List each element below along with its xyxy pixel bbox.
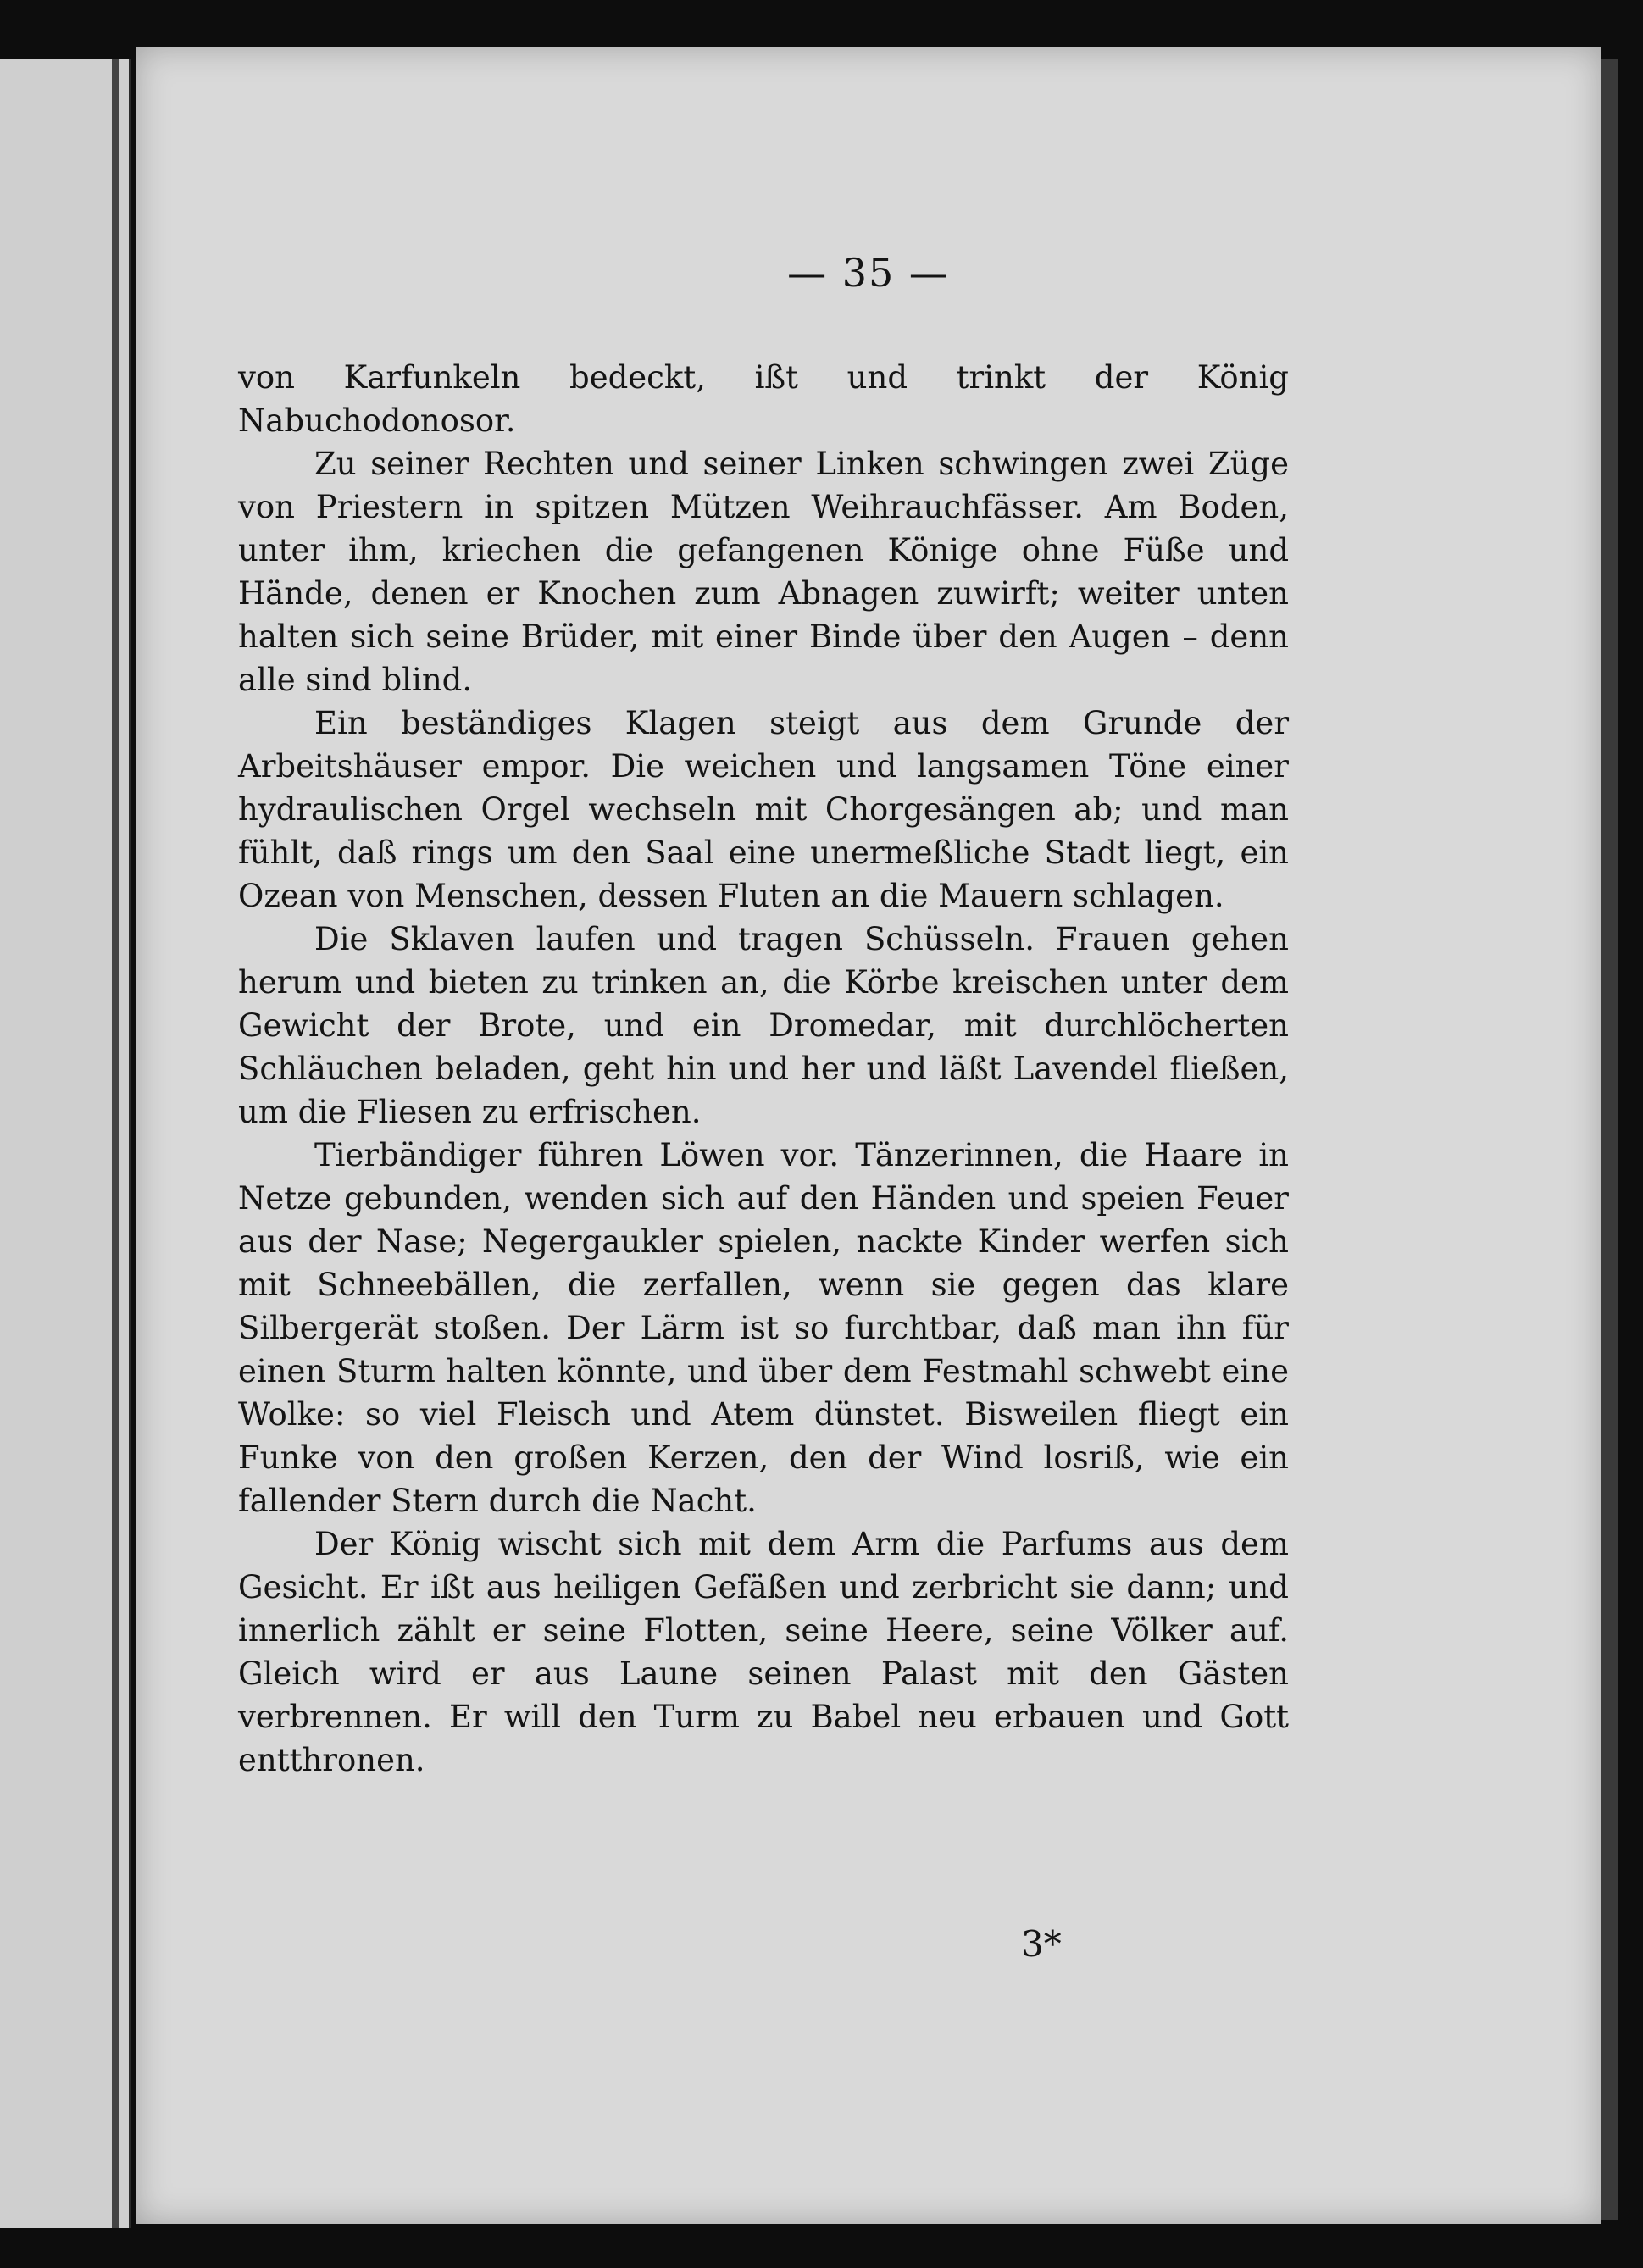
paragraph-1: von Karfunkeln bedeckt, ißt und trinkt der König Nabuchodonosor.: [238, 359, 1289, 439]
page-number: — 35 —: [787, 250, 950, 296]
left-page-edge: [0, 59, 131, 2228]
paragraph-3: Ein beständiges Klagen steigt aus dem Grunde der Arbeitshäuser empor. Die weichen und langsamen Töne einer hydraulischen Orgel wechseln mit Chorgesängen ab; und man fühlt, daß rings um den Saal eine unermeßliche Stadt liegt, ein Ozean von Menschen, dessen Fluten an die Mauern schlagen.: [238, 705, 1289, 914]
right-page-edge: [1601, 59, 1618, 2220]
paragraph-4: Die Sklaven laufen und tragen Schüsseln. Frauen gehen herum und bieten zu trinken an, die Körbe kreischen unter dem Gewicht der Brote, und ein Dromedar, mit durchlöcherten Schläuchen beladen, geht hin und her und läßt Lavendel fließen, um die Fliesen zu erfrischen.: [238, 921, 1289, 1130]
body-text: [238, 356, 1289, 1782]
signature-mark: 3*: [1021, 1923, 1062, 1965]
paragraph-5: Tierbändiger führen Löwen vor. Tänzerinnen, die Haare in Netze gebunden, wenden sich auf den Händen und speien Feuer aus der Nase; Negergaukler spielen, nackte Kinder werfen sich mit Schneebällen, die zerfallen, wenn sie gegen das klare Silbergerät stoßen. Der Lärm ist so furchtbar, daß man ihn für einen Sturm halten könnte, und über dem Festmahl schwebt eine Wolke: so viel Fleisch und Atem dünstet. Bisweilen fliegt ein Funke von den großen Kerzen, den der Wind losriß, wie ein fallender Stern durch die Nacht.: [238, 1137, 1289, 1519]
paragraph-6: Der König wischt sich mit dem Arm die Parfums aus dem Gesicht. Er ißt aus heiligen Gefäßen und zerbricht sie dann; und innerlich zählt er seine Flotten, seine Heere, seine Völker auf. Gleich wird er aus Laune seinen Palast mit den Gästen verbrennen. Er will den Turm zu Babel neu erbauen und Gott entthronen.: [238, 1526, 1289, 1778]
paragraph-2: Zu seiner Rechten und seiner Linken schwingen zwei Züge von Priestern in spitzen Mützen Weihrauchfässer. Am Boden, unter ihm, kriechen die gefangenen Könige ohne Füße und Hände, denen er Knochen zum Abnagen zuwirft; weiter unten halten sich seine Brüder, mit einer Binde über den Augen – denn alle sind blind.: [238, 446, 1289, 698]
